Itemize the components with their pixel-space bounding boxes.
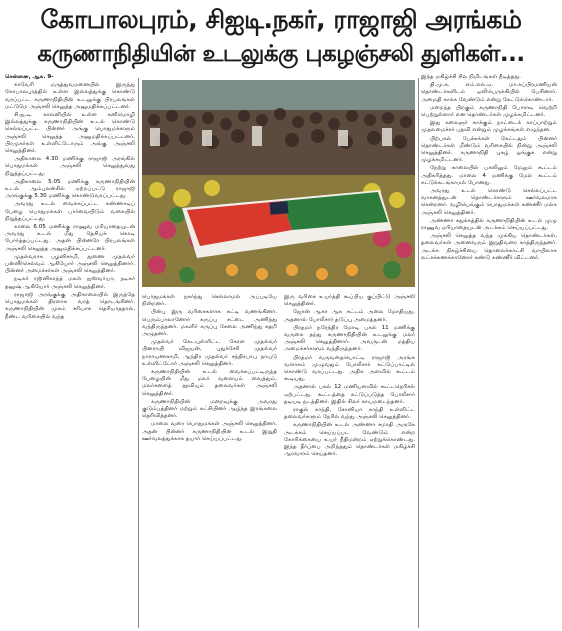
paragraph: நடிகர் ரஜினிகாந்த் மகள் ஐஸ்வர்யா, நடிகர் தனுஷ் ஆகியோர் அஞ்சலி செலுத்தினர்.: [5, 276, 135, 290]
paragraph: ஜோன் ஆகா ஆசு சுட்டம் அலை மோதியது. அதனால் போலீசார் தடுப்பு அமைத்தனர்.: [284, 309, 415, 323]
paragraph: முதல்வர் கேடயுள்ளிட்ட கேரள முதல்வர் பினராயி விஜயன், புதுச்சேரி முதல்வர் நாராயணசாமி, ஆந்திர முதல்வர் சந்திரபாபு நாயுடு உள்ளிட்டோர் அஞ்சலி செலுத்தினர்.: [142, 339, 277, 367]
headline: [0, 0, 562, 74]
paragraph: சி.ஐ.டி. காலனியில் உள்ள கனிமொழி இல்லத்துக்கு கருணாநிதியின் உடல் கொண்டு செல்லப்பட்ட பின்னர் அங்கு பொதுமக்களும் அஞ்சலி செலுத்த அனுமதிக்கப்பட்டனர். பிரமுகர்கள் உள்ளிட்டோரும் அங்கு அஞ்சலி செலுத்தினர்.: [5, 112, 135, 155]
paragraph: இரு வரிசை உயர்த்தி கூப்பிய குப்பிட்டு அஞ்சலி செலுத்தினர்.: [284, 294, 415, 308]
paragraph: அதிகாலை 5.05 மணிக்கு கருணாநிதியின் உடல் ஆம்புலன்சில் ஏற்றப்பட்டு ராஜாஜி அரங்குக்கு 5.30 மணிக்கு கொண்டுவரப்பட்டது.: [5, 178, 135, 200]
paragraph: பிரதமர் வருவதையொட்டி ராஜாஜி அரங்க வளாகம் முழுவதும் போலீசார் கட்டுப்பாட்டில் கொண்டு வரப்பட்டது. அதிக அளவில் கூட்டம் கூடியது.: [284, 354, 415, 383]
paragraph: அண்ணா சதுக்கத்தில் கருணாநிதியின் உடல் முழு ராணுவ மரியாதையுடன் அடக்கம் செய்யப்பட்டது.: [421, 217, 557, 232]
paragraph: மாலை வரை பொதுமக்கள் அஞ்சலி செலுத்தினர். அதன் பின்னர் கருணாநிதியின் உடல் இறுதி ஊர்வலத்துக்காக தயார் செய்யப்பட்டது.: [142, 421, 277, 442]
column-divider: [418, 78, 419, 628]
funeral-crowd-photo: [142, 80, 415, 287]
article-column-3: [284, 294, 415, 629]
paragraph: கருணாநிதியின் உடல் வைக்கப்பட்டிருந்த பேழையின் மீது மலர் வளையம் வைத்தும், மலர்களைத் தூவியும் தலைவர்கள் அஞ்சலி செலுத்தினர்.: [142, 369, 277, 397]
headline-line-1: கோபாலபுரம், சிஐடி.நகர், ராஜாஜி அரங்கம்: [40, 5, 522, 34]
paragraph: அவரது உடல் கொண்டு செல்லப்பட்ட வாகனத்துடன் தொண்டர்களும் ஊர்வலமாக சென்றனர். வழியெங்கும் பொதுமக்கள் கண்ணீர் மல்க அஞ்சலி செலுத்தினர்.: [421, 188, 557, 216]
paragraph: தி.மு.க. எம்.எல்.ஏ. மா.சுப்பிரமணியன் தொண்டர்களிடம் ஒலிபெருக்கியில் பேசினார். அமைதி காக்க வேண்டும் என்று கேட்டுக்கொண்டார்.: [421, 82, 557, 103]
paragraph: பிரதமர் நரேந்திர மோடி பகல் 11 மணிக்கு வருகை தந்து கருணாநிதியின் உடலுக்கு மலர் அஞ்சலி செலுத்தினார். அவருடன் மத்திய அமைச்சர்களும் வந்திருந்தனர்.: [284, 324, 415, 353]
article-column-1: [5, 74, 135, 629]
paragraph: இது கலைஞர் காக்கும் நாட்டைக் காப்பாற்றும் முதலமைச்சர் பதவி என்றும் முழக்கங்கள் எழுந்தன.: [421, 120, 557, 134]
paragraph: பொதுமக்கள் நகர்ந்து செல்லாமல் அப்படியே நின்றனர்.: [142, 294, 277, 308]
paragraph: மறைந்த பிறகும் கருணாநிதி போராடி வெற்றி பெற்றுள்ளார் என தொண்டர்கள் முழக்கமிட்டனர்.: [421, 104, 557, 119]
paragraph: காவேரி மருத்துவமனையில் இருந்து கோபாலபுரத்தில் உள்ள இல்லத்துக்கு கொண்டு வரப்பட்ட கருணாநிதியின் உடலுக்கு பிரபலங்கள் மட்டுமே அஞ்சலி செலுத்த அனுமதிக்கப்பட்டனர்.: [5, 82, 135, 110]
photo-illustration: [142, 80, 415, 287]
article-column-2: [142, 294, 277, 629]
dateline: சென்னை, ஆக. 9-: [5, 74, 54, 80]
paragraph: அதிகாலை 4.30 மணிக்கு ராஜாஜி அரங்கில் பொதுமக்கள் அஞ்சலி செலுத்துவது நிறுத்தப்பட்டது.: [5, 156, 135, 177]
paragraph: இந்த மகிழ்ச்சி சில நிமிடங்கள் நீடித்தது.: [421, 74, 521, 80]
paragraph: அதனால் பகல் 12 மணியளவில் கூட்டநெரிசல் ஏற்பட்டது. கூட்டத்தை கட்டுப்படுத்த போலீசார் தடியடி நடத்தினர். இதில் சிலர் காயமடைந்தனர்.: [284, 384, 415, 405]
paragraph: பிற்பகல் பேச்சுக்கள் கேட்டதும் பின்னர் தொண்டர்கள் மீண்டும் வரிசையில் நின்று அஞ்சலி செலுத்தினர். கருணாநிதி புகழ் ஓங்குக என்று முழக்கமிட்டனர்.: [421, 135, 557, 164]
paragraph: காலை 6.05 மணிக்கு ராணுவ மரியாதையுடன் அவரது உடல் மீது தேசியக் கொடி போர்த்தப்பட்டது. அதன் பின்னரே பிரபலங்கள் அஞ்சலி செலுத்த அனுமதிக்கப்பட்டனர்.: [5, 224, 135, 252]
paragraph: அஞ்சலி செலுத்த வந்த முக்கிய தொண்டர்கள், தலைவர்கள் அனைவரும் இறுதிவரை காத்திருந்தனர். அடக்க நிகழ்ச்சியை தொலைக்காட்சி வாயிலாக லட்சக்கணக்கானோர் கண்டு கண்ணீர் விட்டனர்.: [421, 233, 557, 261]
paragraph: அவரது உடல் வைக்கப்பட்ட கண்ணாடிப் பேழை பொதுமக்கள் பார்வையிடும் வகையில் நிறுத்தப்பட்டது.: [5, 201, 135, 222]
paragraph: கருணாநிதியின் உடல் அண்ணா சமாதி அருகே அடக்கம் செய்யப்பட வேண்டும் என்ற கோரிக்கையை உயர் நீதிமன்றம் ஏற்றுக்கொண்டது. இந்த தீர்ப்பை அறிந்ததும் தொண்டர்கள் மகிழ்ச்சி ஆரவாரம் செய்தனர்.: [284, 422, 415, 458]
paragraph: பின்பு இரு வரிசைகளாக கட்டி வணங்கினர். பெரும்பாலானோர் கருப்பு சட்டை அணிந்து வந்திருந்தனர். மகளிர் கருப்பு சேலை அணிந்து கதறி அழுதனர்.: [142, 309, 277, 338]
column-divider: [138, 78, 139, 628]
paragraph: கருணாநிதியின் மறைவுக்கு அவரது குடும்பத்தினர் மற்றும் கட்சியினர் ஆழ்ந்த இரங்கலை தெரிவித்தனர்.: [142, 398, 277, 420]
headline-line-2: கருணாநிதியின் உடலுக்கு புகழஞ்சலி துளிகள்...: [37, 41, 525, 67]
paragraph: ராஜாஜி அரங்குக்கு அதிகாலையில் இருந்தே பொதுமக்கள் திரளாக வரத் தொடங்கினர். கருணாநிதியின் முகம் சரியாக தெரியாததால், நீண்ட வரிசையில் வந்த: [5, 291, 135, 320]
paragraph: ராகுல் காந்தி, சோனியா காந்தி உள்ளிட்ட தலைவர்களும் நேரில் வந்து அஞ்சலி செலுத்தினர்.: [284, 407, 415, 421]
paragraph: நேற்று காலையில் பகலிலும் மேலும் கூட்டம் அதிகரித்தது. மாலை 4 மணிக்கு மேல் கூட்டம் கட்டுக்கடங்காமல் போனது.: [421, 165, 557, 186]
article-column-4: [421, 74, 557, 629]
paragraph: முதல்வராக பழனிசாமி, துணை முதல்வர் பன்னீர்செல்வம் ஆகியோர் அஞ்சலி செலுத்தினார். பின்னர் அமைச்சர்கள் அஞ்சலி செலுத்தினர்.: [5, 253, 135, 275]
